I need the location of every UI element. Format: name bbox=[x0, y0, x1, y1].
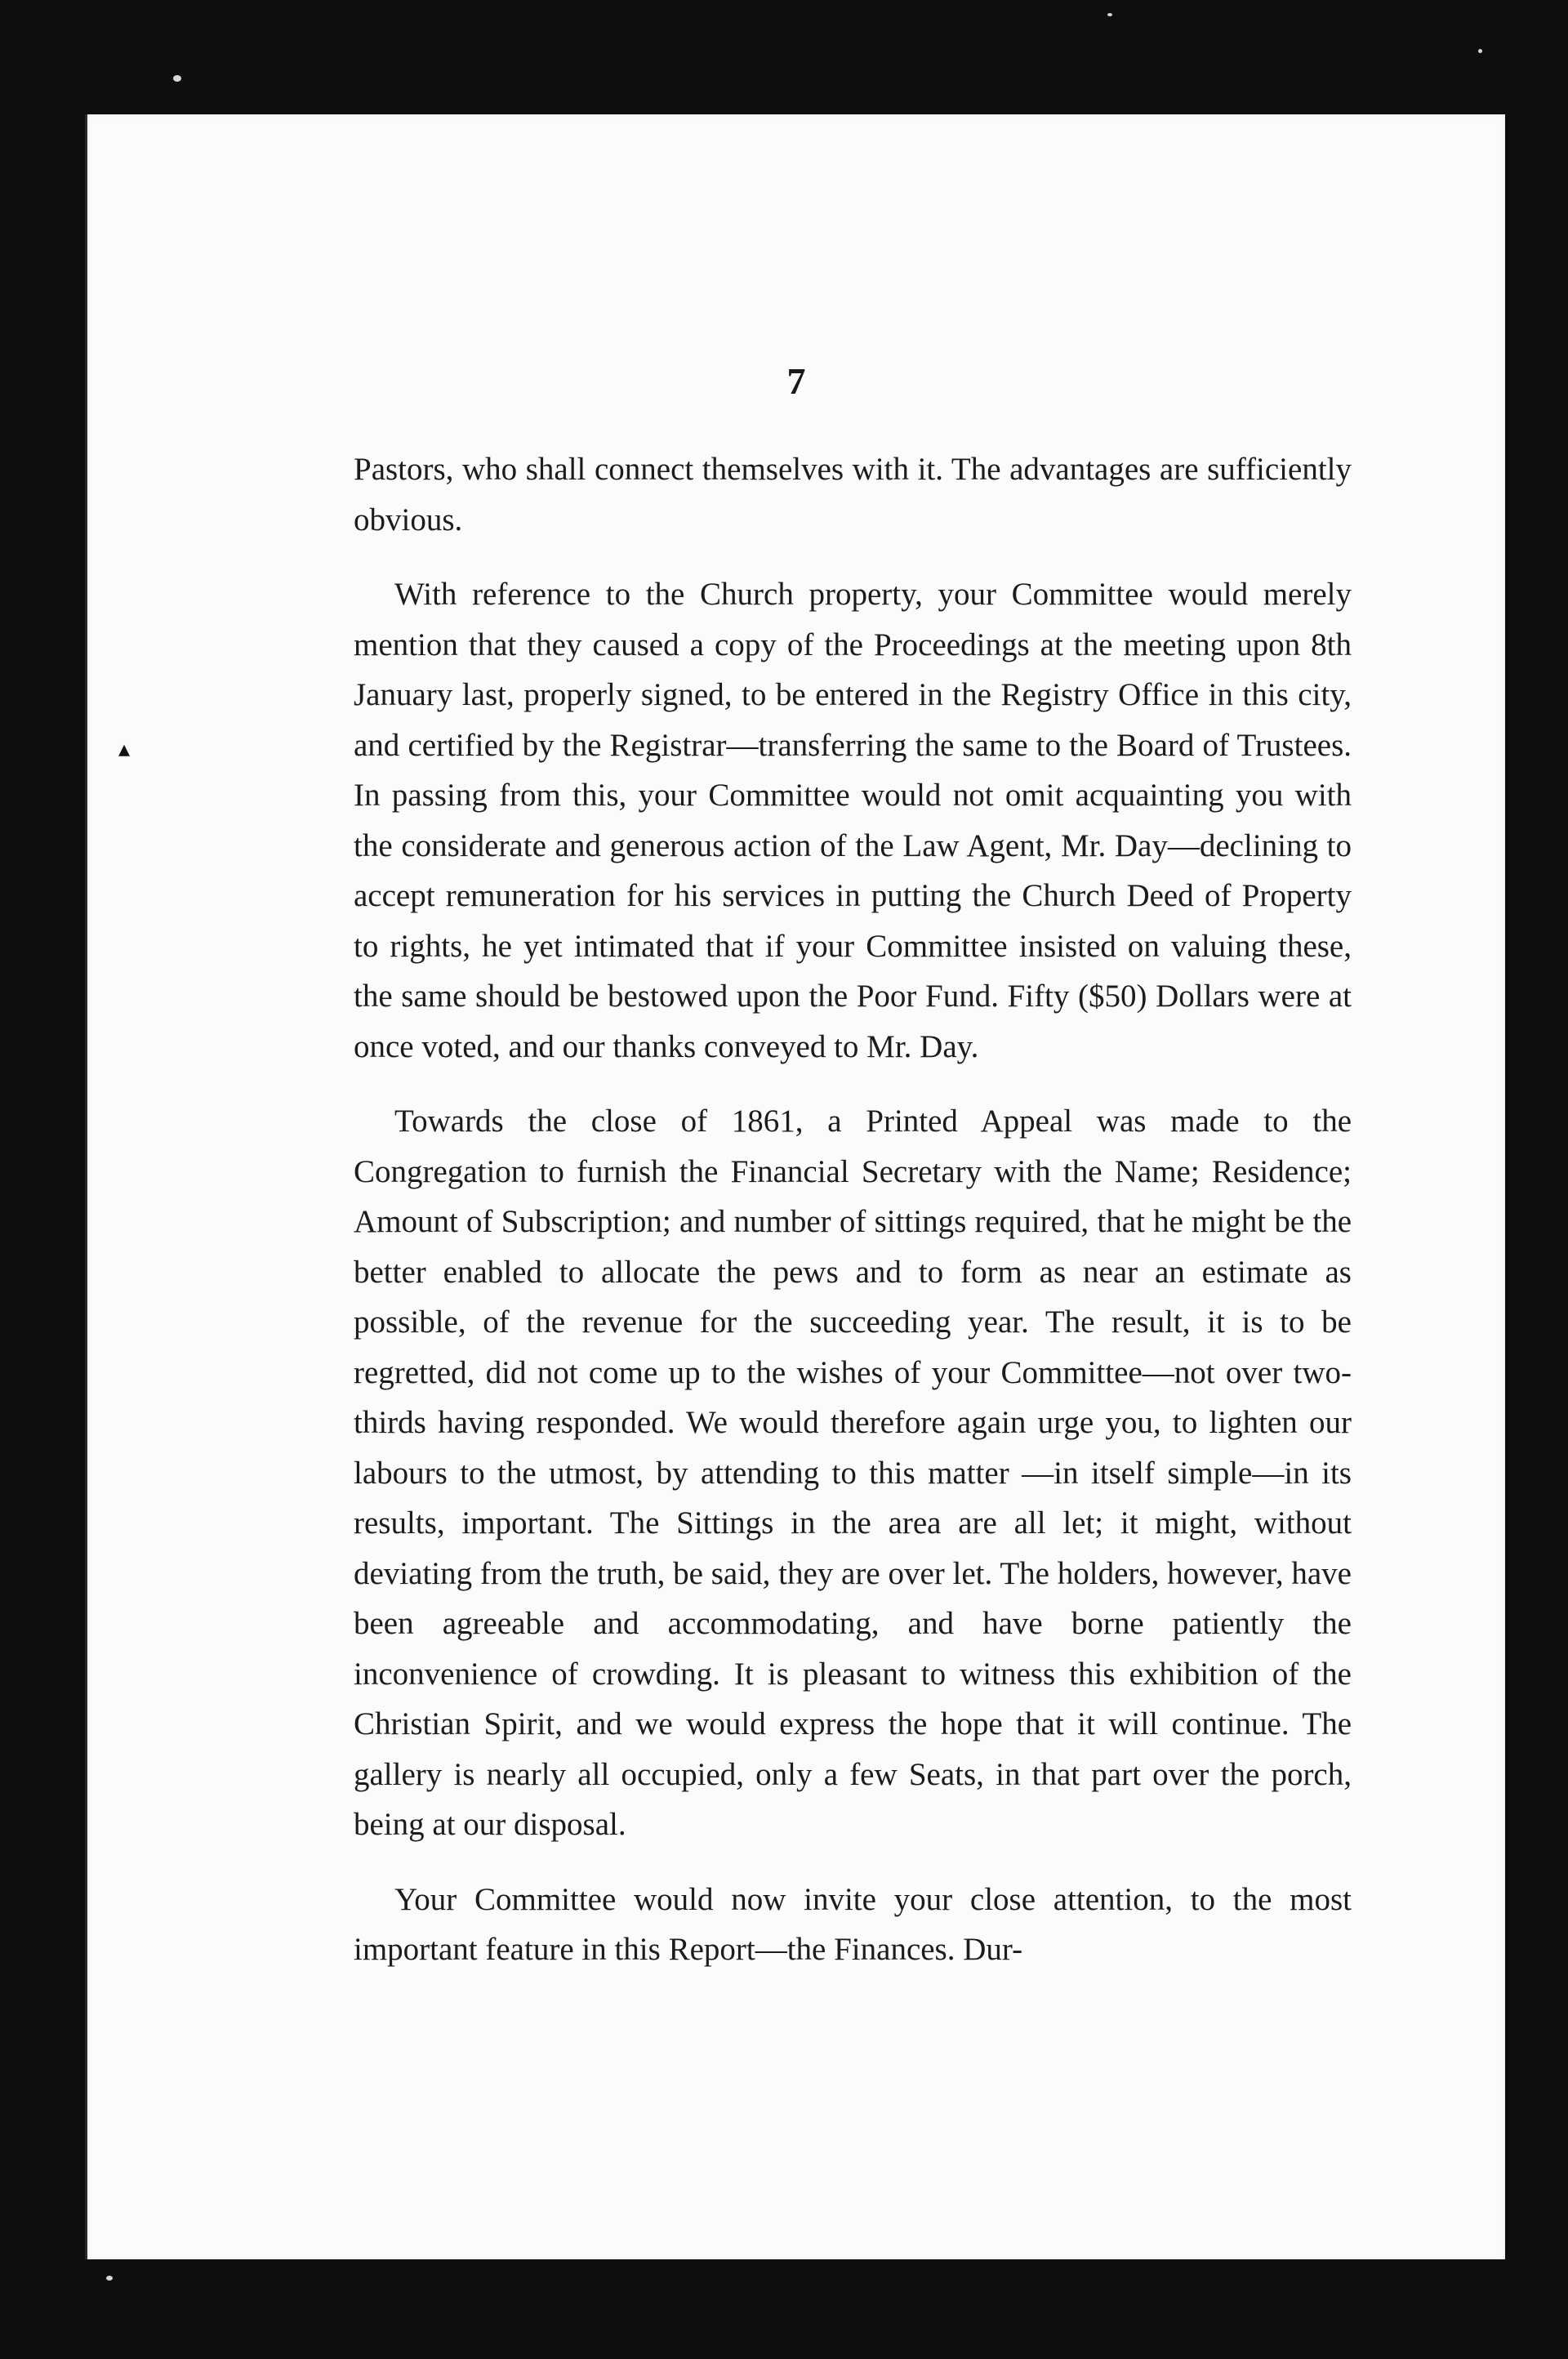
scan-speck bbox=[106, 2276, 113, 2281]
paragraph-4: Your Committee would now invite your close attention, to the most important feature in this Report—the Finances. Dur- bbox=[354, 1881, 1352, 1967]
margin-mark: ▴ bbox=[118, 735, 131, 762]
scan-speck bbox=[173, 75, 181, 82]
scan-speck bbox=[1107, 13, 1112, 16]
scanned-page bbox=[85, 114, 1505, 2259]
page-number: 7 bbox=[786, 360, 806, 402]
paragraph-2: With reference to the Church property, your Committee would merely mention that they caused a copy of the Proceedings at the meeting upon 8th January last, properly signed, to be entered in the Registry Office in this city, and certified by the Registrar—transferring the same to the Board of Trustees. In passing from this, your Committee would not omit acquainting you with the considerate and generous action of the Law Agent, Mr. Day—declining to accept remuneration for his services in putting the Church Deed of Property to rights, he yet intimated that if your Committee insisted on valuing these, the same should be bestowed upon the Poor Fund. Fifty ($50) Dollars were at once voted, and our thanks conveyed to Mr. Day. bbox=[354, 577, 1352, 1064]
body-text bbox=[354, 444, 1352, 2000]
scan-speck bbox=[1478, 49, 1482, 53]
paragraph-3: Towards the close of 1861, a Printed Appeal was made to the Congregation to furnish the Financial Secretary with the Name; Residence; Amount of Subscription; and number of sittings required, that he might be the better enabled to allocate the pews and to form as near an estimate as possible, of the revenue for the succeeding year. The result, it is to be regretted, did not come up to the wishes of your Committee—not over two-thirds having responded. We would therefore again urge you, to lighten our labours to the utmost, by attending to this matter —in itself simple—in its results, important. The Sittings in the area are all let; it might, without deviating from the truth, be said, they are over let. The holders, however, have been agreeable and accommodating, and have borne patiently the inconvenience of crowding. It is pleasant to witness this exhibition of the Christian Spirit, and we would express the hope that it will continue. The gallery is nearly all occupied, only a few Seats, in that part over the porch, being at our disposal. bbox=[354, 1104, 1352, 1842]
paragraph-1: Pastors, who shall connect themselves with it. The advantages are sufficiently obvious. bbox=[354, 452, 1352, 537]
